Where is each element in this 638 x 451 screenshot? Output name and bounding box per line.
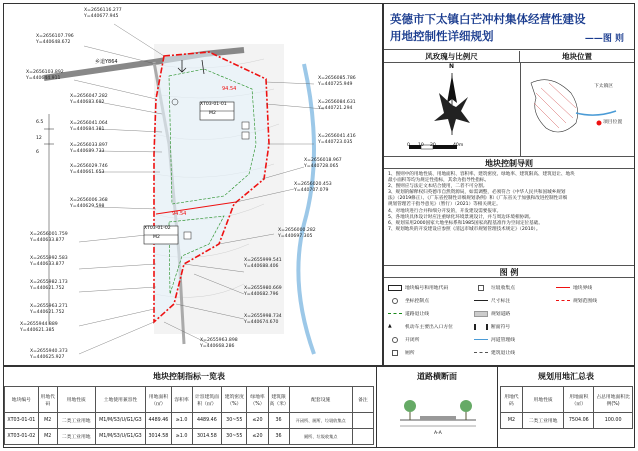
- town-outline: [531, 80, 578, 132]
- coord-label: X=2656020.453 Y=440707.079: [294, 182, 332, 193]
- legend-item: 地块界线: [556, 284, 592, 291]
- scale-tick: 10: [418, 143, 424, 148]
- title-line-2: 用地控制性详细规划: [390, 29, 494, 43]
- coord-label: X=2656084.631 Y=440721.294: [318, 100, 356, 111]
- coord-label: X=2655999.541 Y=440688.406: [244, 258, 282, 269]
- title-block: [384, 4, 634, 50]
- road-name: 乡道Y864: [95, 59, 118, 65]
- legend-item: 断面符号: [474, 323, 510, 330]
- toilet-icon: [242, 122, 249, 129]
- summary-table: [500, 386, 633, 429]
- wind-rose: [384, 63, 520, 156]
- parcel-id-1: XT03-01-01: [200, 102, 227, 107]
- toilet-icon-2: [184, 232, 191, 239]
- coord-label: X=2656116.277 Y=440677.945: [84, 8, 122, 19]
- coord-label: X=2656085.786 Y=440725.949: [318, 76, 356, 87]
- scale-tick: 40m: [453, 143, 464, 148]
- location-map: [521, 63, 634, 156]
- road-section-label: A-A: [434, 431, 442, 436]
- river-line: [576, 111, 616, 115]
- coord-label: X=2655992.583 Y=440633.877: [30, 256, 68, 267]
- coord-label: X=2656018.967 Y=440728.065: [304, 158, 342, 169]
- legend-item: 道路退让线: [388, 310, 429, 317]
- coord-label: X=2656033.897 Y=440689.733: [70, 143, 108, 154]
- coord-label: X=2655998.734 Y=440674.670: [244, 314, 282, 325]
- location-project-label: 项目位置: [603, 120, 623, 125]
- location-town-label: 下太镇区: [594, 84, 614, 89]
- legend-item: 规划道路: [474, 310, 510, 317]
- legend-item: ▲ 机动车主要出入口方位: [388, 323, 453, 330]
- coord-label: X=2656006.368 Y=440629.598: [70, 198, 108, 209]
- coord-label: X=2656107.796 Y=440648.672: [36, 34, 74, 45]
- parcel-id-2: XT03-01-02: [144, 226, 171, 231]
- coord-label: X=2656047.282 Y=440683.692: [70, 94, 108, 105]
- coord-label: X=2655940.373 Y=440625.927: [30, 349, 68, 360]
- guide-header: 地块控制导则: [384, 156, 634, 169]
- coord-label: X=2655980.669 Y=440682.796: [244, 286, 282, 297]
- coord-label: X=2656000.282 Y=440697.305: [278, 228, 316, 239]
- dim-label-3: 6: [36, 150, 39, 155]
- title-sub: ——图 则: [584, 34, 624, 44]
- legend-item: 厕所: [388, 349, 415, 356]
- coord-label: X=2656001.759 Y=440633.877: [30, 232, 68, 243]
- road-section-title: 道路横断面: [417, 372, 457, 381]
- coord-label: X=2656041.064 Y=440684.381: [70, 121, 108, 132]
- elevation-1: 94.54: [222, 86, 237, 92]
- tree-icon: [404, 400, 472, 412]
- dim-label-2: 12: [36, 136, 42, 141]
- scale-tick: 0: [407, 143, 410, 148]
- summary-table-title: 规划用地汇总表: [538, 372, 594, 381]
- compass-n: N: [449, 63, 455, 70]
- table-row: XT03-01-01 M2 二类工业用地 M1/M/S3/U/G1/G3 4489.46 ≥1.0 4489.46 30~55 ≤20 36 开闭所、厕所、垃圾收集点: [5, 413, 374, 429]
- coord-label: X=2655944.889 Y=440621.385: [20, 322, 58, 333]
- title-line-1: 英德市下太镇白芒冲村集体经营性建设: [390, 12, 586, 26]
- table-header-row: 地块编号 用地代码 用地性质 土地使用兼容性 用地面积（㎡） 容积率 计容建筑面积（㎡） 建筑密度（%） 绿地率（%） 建筑限高（米） 配套设施 备注: [5, 387, 374, 413]
- road-section-drawing: [390, 386, 486, 436]
- legend-body: [384, 278, 634, 365]
- legend-item: 开闭所: [388, 336, 419, 343]
- legend-item: 尺寸标注: [474, 297, 510, 304]
- location-header: 地块位置: [520, 51, 634, 63]
- project-marker-icon: [597, 121, 602, 126]
- legend-item: 规划范围线: [556, 297, 597, 304]
- coord-label: X=2655963.898 Y=440668.286: [200, 338, 238, 349]
- garbage-point-icon: [242, 132, 249, 139]
- coord-label: X=2655963.271 Y=440621.752: [30, 304, 68, 315]
- index-table: [4, 386, 374, 445]
- table-row: XT03-01-02 M2 二类工业用地 M1/M/S3/U/G1/G3 3014.58 ≥1.0 3014.58 30~55 ≤20 36 厕所、垃圾收集点: [5, 429, 374, 445]
- index-table-title: 地块控制指标一览表: [153, 372, 225, 381]
- legend-item: 垃圾收集点: [474, 284, 515, 291]
- coord-label: X=2655982.173 Y=440621.752: [30, 280, 68, 291]
- coord-label: X=2656103.892 Y=440644.911: [26, 70, 64, 81]
- elevation-2: 94.54: [172, 211, 187, 217]
- table-header-row: 用地代码 用地性质 用地面积（㎡） 占总用地面积比例(%): [501, 387, 633, 413]
- rose-header: 风玫瑰与比例尺: [384, 51, 520, 63]
- guide-text: 1、图则中的用地性质、用地面积、容积率、建筑密度、绿地率、建筑限高、建筑退让、地块 最小面积等均为规定性指标，其余为指导性指标。 2、图则应与法定文本结合使用，二者不可分割。 3、规划的解释权归英德市自然资源局，如需调整，必须符合《中华人民共和国城乡规划 法》（2019修正）、《广东省控制性详细规划条例》和《广东省关于加强和改进控制性详细 规划管理若干指导意见》（暂行）（2021）等相关规定。 4、对地块进行合并和细分开发的，开发建设需要报审。 5、各地块具体设计时应注重绿化环境景观设计，并与周边环境相协调。 6、规划采用2000国家大地坐标系和1985国家高程基准作为空间定位基础。 7、规划地块的开发建设应参照《清远市城市规划管理技术规定》（2010）。: [388, 172, 575, 232]
- legend-item: 建筑退让线: [474, 349, 515, 356]
- parcel-code-1: M2: [209, 111, 216, 116]
- parcel-code-2: M2: [153, 235, 160, 240]
- legend-item: 地块编号和用地代码: [388, 284, 448, 291]
- scale-tick: 20: [430, 143, 436, 148]
- legend-item: 河道管理线: [474, 336, 515, 343]
- coord-label: X=2656041.416 Y=440723.035: [318, 134, 356, 145]
- dim-label-1: 6.5: [36, 120, 44, 125]
- coord-label: X=2656029.746 Y=440661.653: [70, 164, 108, 175]
- legend-header: 图 例: [384, 265, 634, 278]
- table-row: M2 二类工业用地 7504.06 100.00: [501, 413, 633, 429]
- legend-item: 坐标控制点: [388, 297, 429, 304]
